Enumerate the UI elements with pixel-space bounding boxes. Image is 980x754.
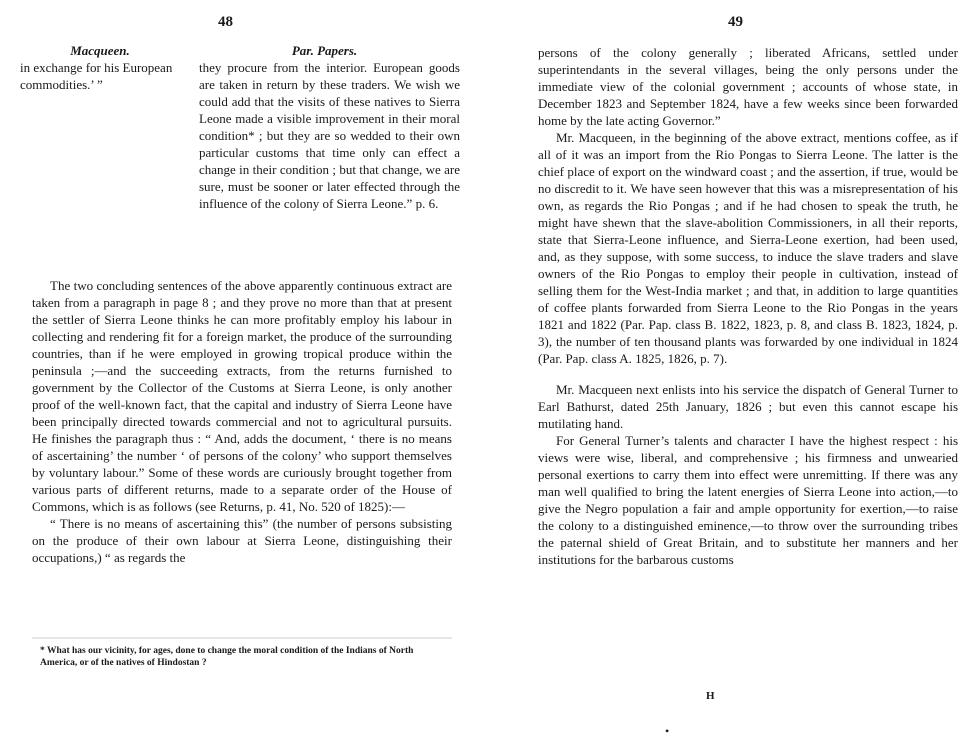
sidenote	[20, 42, 180, 93]
quote-column	[189, 42, 460, 212]
left-body	[32, 277, 452, 566]
two-column-section	[20, 42, 460, 277]
signature-mark: H	[706, 690, 715, 702]
paragraph: Mr. Macqueen, in the beginning of the above extract, mentions coffee, as if all of it was an import from the Rio Pongas to Sierra Leone. The latter is the chief place of export on the windward coast ; and the assertion, if true, would be no discredit to it. We have seen however that this was a misrepresentation of his own, as regards the Rio Pongas ; and if he had chosen to speak the truth, he might have shewn that the slave-abolition Commissioners, in all their reports, state that Sierra-Leone influence, and Sierra-Leone exertion, had been used, and, as they suppose, with some success, to induce the slave traders and slave owners of the Rio Pongas to employ their people in cultivation, instead of selling them for the West-India market ; and that, in addition to large quantities of coffee plants forwarded from Sierra Leone to the Rio Pongas in the years 1821 and 1822 (Par. Pap. class B. 1822, 1823, p. 8, and class B. 1823, 1824, p. 3), the number of ten thousand plants was forwarded by one individual in 1824 (Par. Pap. class A. 1825, 1826, p. 7).	[538, 130, 958, 366]
quote-heading: Par. Papers.	[291, 43, 358, 58]
footnote: * What has our vicinity, for ages, done to change the moral condition of the Indians of North America, or of the natives of Hindostan ?	[40, 646, 414, 668]
paragraph: persons of the colony generally ; liberated Africans, settled under superintendants in the several villages, being the only persons under the immediate view of the colonial government ; accounts of whose state, in December 1823 and September 1824, have a few weeks since been forwarded home by the late acting Governor.”	[538, 45, 958, 128]
right-page	[510, 0, 980, 754]
quote-text: they procure from the interior. European goods are taken in return by these traders. We wish we could add that the visits of these natives to Sierra Leone made a visible improvement in their moral condition* ; but they are so wedded to their own particular customs that time only can effect a change in their condition ; but that change, we are sure, must be sooner or later effected through the influence of the colony of Sierra Leone.” p. 6.	[199, 60, 460, 211]
right-body	[538, 44, 958, 568]
paragraph: “ There is no means of ascertaining this” (the number of persons subsisting on the produce of their own labour at Sierra Leone, distinguishing their occupations,) “ as regards the	[32, 516, 452, 565]
paragraph: The two concluding sentences of the above apparently continuous extract are taken from a paragraph in page 8 ; and they prove no more than that at present the settler of Sierra Leone thinks he can more profitably employ his labour in collecting and rendering fit for a foreign market, the produce of the surrounding countries, than if he were employed in growing tropical produce within the peninsula ;—and the succeeding extracts, from the returns furnished to government by the Collector of the Customs at Sierra Leone, is only another proof of the well-known fact, that the capital and industry of Sierra Leone have been principally directed towards commercial and not to agricultural pursuits. He finishes the paragraph thus : “ And, adds the document, ‘ there is no means of ascertaining’ the number ‘ of persons of the colony’ who support themselves by voluntary labour.” Some of these words are curiously brought together from various parts of different returns, made to a separate order of the House of Commons, which is as follows (see Returns, p. 41, No. 520 of 1825):—	[32, 278, 452, 514]
footnote-rule	[32, 637, 452, 639]
sidenote-heading: Macqueen.	[70, 43, 130, 58]
paragraph: For General Turner’s talents and character I have the highest respect : his views were wise, liberal, and comprehensive ; his firmness and unwearied personal exertions to carry them into effect were unremitting. If there was any man well qualified to bring the latent energies of Sierra Leone into action,—to give the Negro population a fair and ample opportunity for exertion,—to raise the colony to a distinguished eminence,—to throw over the surrounding tribes the paternal shield of Great Britain, and to substitute her manners and her institutions for the barbarous customs	[538, 433, 958, 567]
sidenote-text: in exchange for his European commodities.’ ”	[20, 60, 173, 92]
ink-mark: •	[665, 724, 670, 738]
page-number-right: 49	[728, 14, 743, 30]
paragraph: Mr. Macqueen next enlists into his service the dispatch of General Turner to Earl Bathurst, dated 25th January, 1826 ; but even this cannot escape his mutilating hand.	[538, 382, 958, 431]
left-page	[0, 0, 470, 754]
page-number-left: 48	[218, 14, 233, 30]
